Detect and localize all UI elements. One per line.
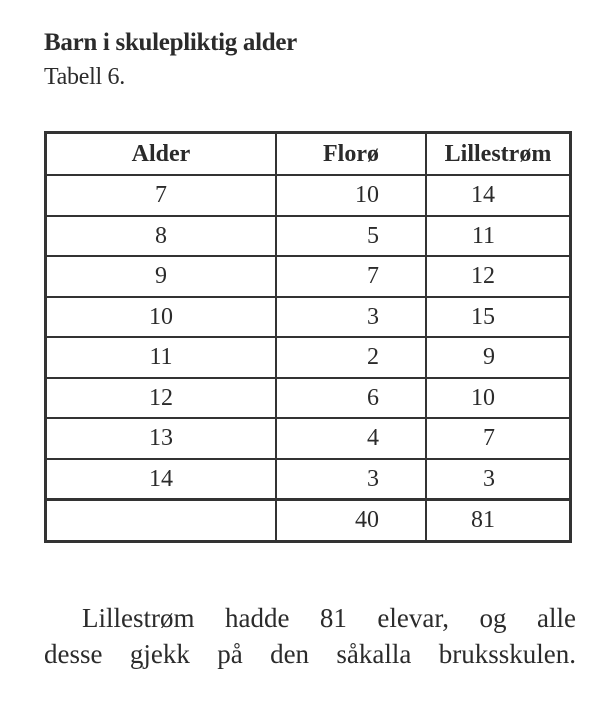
cell-lillestrom: 9 (426, 337, 571, 378)
table-caption: Tabell 6. (44, 64, 125, 90)
total-label-cell (46, 500, 277, 542)
cell-floro: 3 (276, 297, 426, 338)
paragraph-line-2: desse gjekk på den såkalla bruksskulen. (44, 639, 576, 669)
header-lillestrom: Lillestrøm (426, 133, 571, 176)
cell-lillestrom: 10 (426, 378, 571, 419)
table-row (46, 337, 571, 378)
cell-floro: 4 (276, 418, 426, 459)
header-alder: Alder (46, 133, 277, 176)
cell-alder: 14 (46, 459, 277, 500)
paragraph-line-1: Lillestrøm hadde 81 elevar, og alle (82, 603, 576, 633)
cell-lillestrom: 7 (426, 418, 571, 459)
cell-alder: 7 (46, 175, 277, 216)
cell-floro: 6 (276, 378, 426, 419)
cell-floro: 10 (276, 175, 426, 216)
cell-lillestrom: 11 (426, 216, 571, 257)
table-row (46, 378, 571, 419)
table-row (46, 297, 571, 338)
table-row (46, 459, 571, 500)
cell-alder: 9 (46, 256, 277, 297)
cell-lillestrom: 3 (426, 459, 571, 500)
cell-lillestrom: 15 (426, 297, 571, 338)
table-header-row (46, 133, 571, 176)
header-floro: Florø (276, 133, 426, 176)
cell-floro: 7 (276, 256, 426, 297)
page-title: Barn i skulepliktig alder (44, 29, 297, 56)
total-floro: 40 (276, 500, 426, 542)
cell-alder: 8 (46, 216, 277, 257)
age-table (44, 131, 572, 543)
cell-lillestrom: 12 (426, 256, 571, 297)
table-row (46, 216, 571, 257)
cell-alder: 11 (46, 337, 277, 378)
cell-alder: 13 (46, 418, 277, 459)
cell-alder: 12 (46, 378, 277, 419)
total-lillestrom: 81 (426, 500, 571, 542)
cell-floro: 2 (276, 337, 426, 378)
table-row (46, 256, 571, 297)
body-paragraph (44, 600, 576, 672)
table-total-row (46, 500, 571, 542)
table-row (46, 175, 571, 216)
cell-floro: 3 (276, 459, 426, 500)
cell-floro: 5 (276, 216, 426, 257)
cell-alder: 10 (46, 297, 277, 338)
cell-lillestrom: 14 (426, 175, 571, 216)
table-row (46, 418, 571, 459)
